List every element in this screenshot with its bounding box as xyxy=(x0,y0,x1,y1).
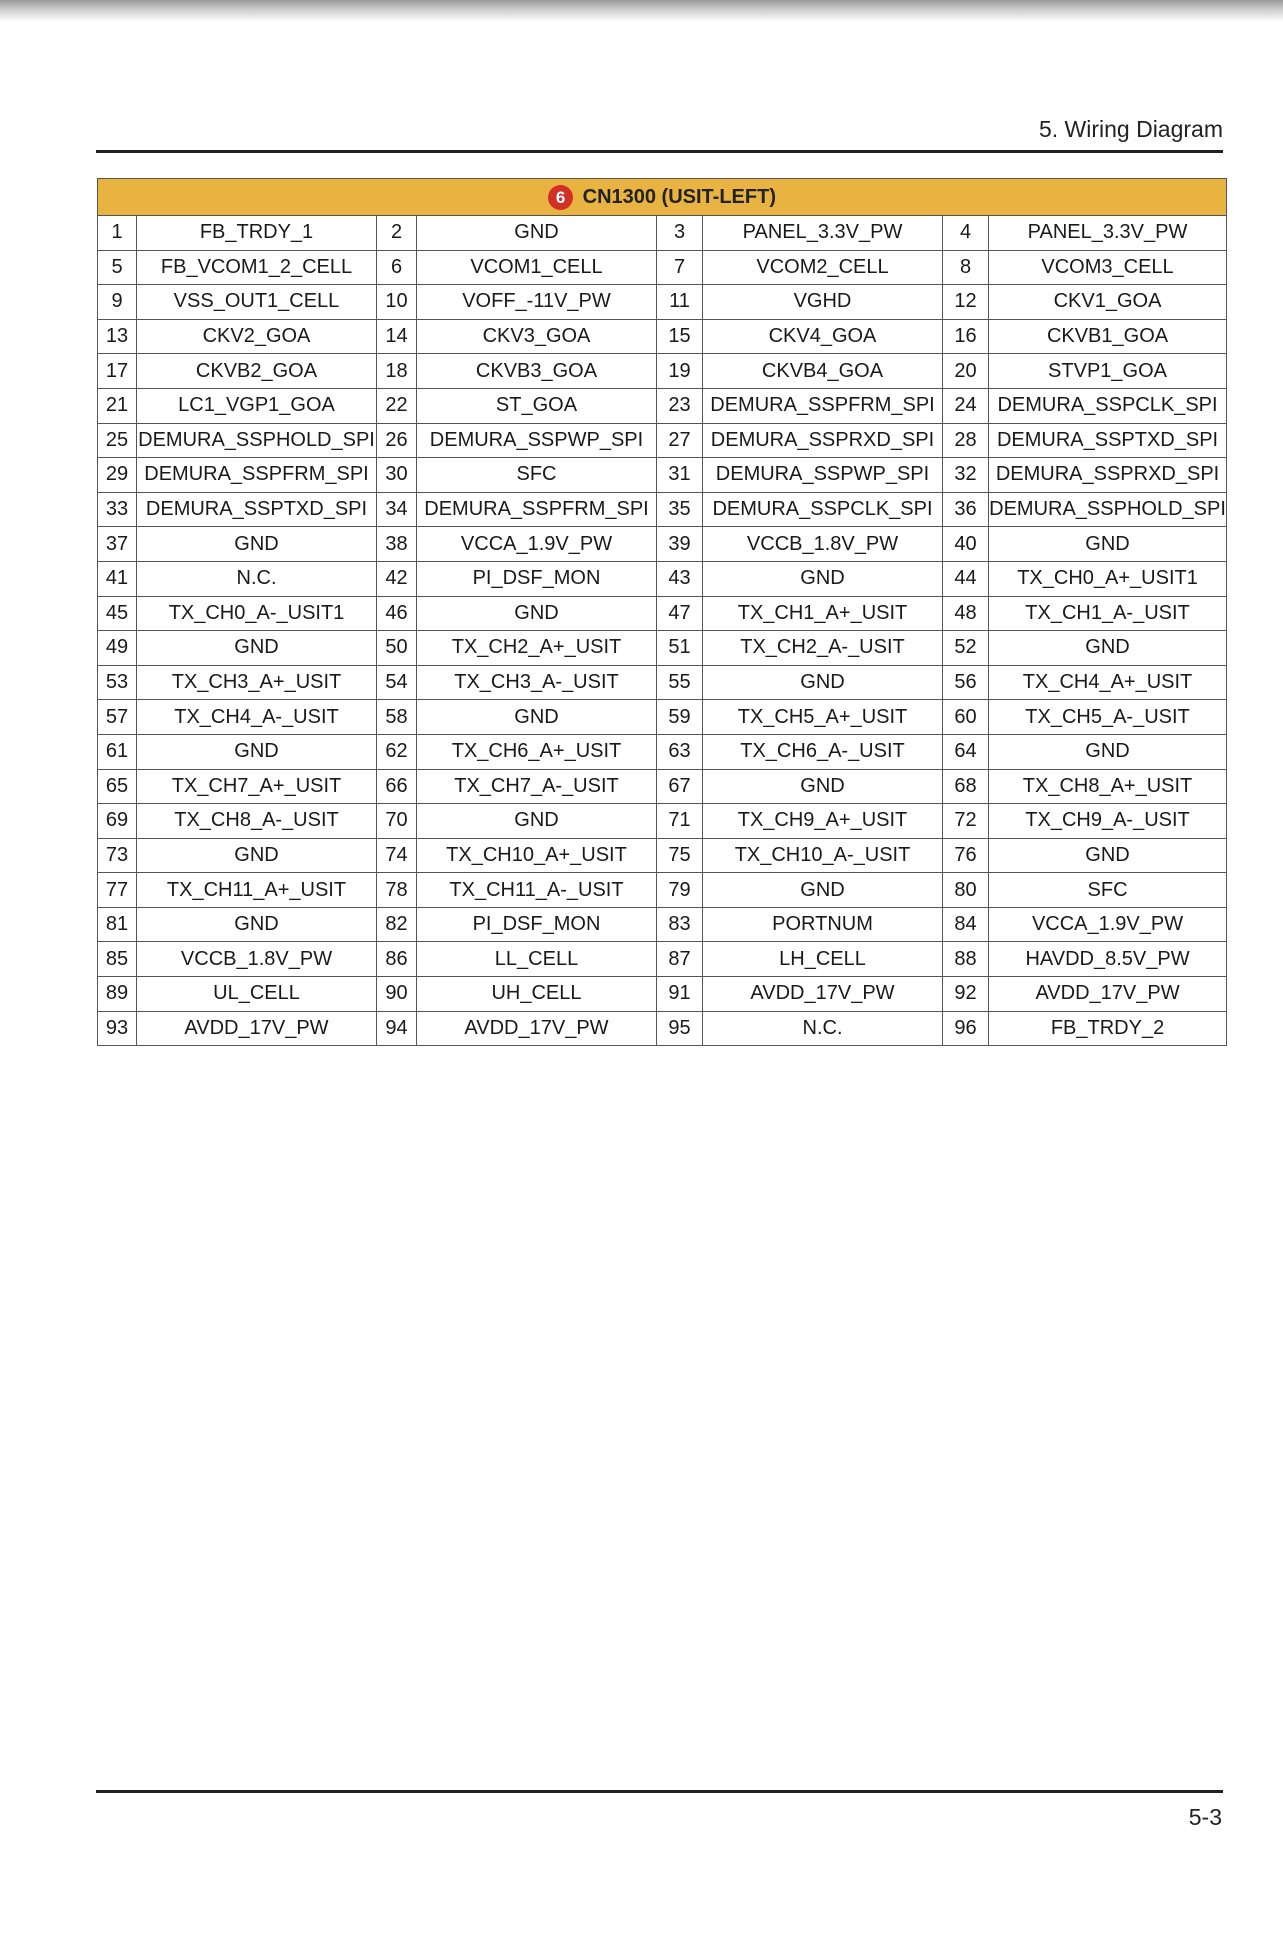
signal-name: GND xyxy=(703,665,943,700)
pin-number: 13 xyxy=(98,319,137,354)
table-row xyxy=(98,216,1227,251)
pin-number: 83 xyxy=(657,907,703,942)
signal-name: GND xyxy=(137,631,377,666)
pin-number: 73 xyxy=(98,838,137,873)
pin-number: 68 xyxy=(943,769,989,804)
pin-number: 39 xyxy=(657,527,703,562)
signal-name: DEMURA_SSPWP_SPI xyxy=(703,458,943,493)
pin-number: 19 xyxy=(657,354,703,389)
pin-number: 76 xyxy=(943,838,989,873)
signal-name: DEMURA_SSPFRM_SPI xyxy=(137,458,377,493)
pin-number: 62 xyxy=(377,734,417,769)
pin-number: 94 xyxy=(377,1011,417,1046)
table-row xyxy=(98,423,1227,458)
pin-number: 47 xyxy=(657,596,703,631)
signal-name: TX_CH2_A+_USIT xyxy=(417,631,657,666)
pin-number: 12 xyxy=(943,285,989,320)
pin-number: 95 xyxy=(657,1011,703,1046)
signal-name: FB_TRDY_1 xyxy=(137,216,377,251)
pin-number: 44 xyxy=(943,561,989,596)
pin-number: 49 xyxy=(98,631,137,666)
pin-number: 4 xyxy=(943,216,989,251)
table-row xyxy=(98,250,1227,285)
signal-name: GND xyxy=(989,527,1227,562)
signal-name: LH_CELL xyxy=(703,942,943,977)
signal-name: DEMURA_SSPTXD_SPI xyxy=(989,423,1227,458)
signal-name: N.C. xyxy=(137,561,377,596)
signal-name: CKV1_GOA xyxy=(989,285,1227,320)
signal-name: PORTNUM xyxy=(703,907,943,942)
signal-name: TX_CH10_A+_USIT xyxy=(417,838,657,873)
signal-name: DEMURA_SSPRXD_SPI xyxy=(703,423,943,458)
pin-number: 35 xyxy=(657,492,703,527)
signal-name: VGHD xyxy=(703,285,943,320)
pin-number: 60 xyxy=(943,700,989,735)
signal-name: FB_VCOM1_2_CELL xyxy=(137,250,377,285)
pin-number: 7 xyxy=(657,250,703,285)
signal-name: SFC xyxy=(417,458,657,493)
table-row xyxy=(98,873,1227,908)
signal-name: TX_CH0_A+_USIT1 xyxy=(989,561,1227,596)
signal-name: GND xyxy=(137,734,377,769)
signal-name: TX_CH5_A-_USIT xyxy=(989,700,1227,735)
pin-number: 57 xyxy=(98,700,137,735)
pin-number: 88 xyxy=(943,942,989,977)
pin-number: 3 xyxy=(657,216,703,251)
header-divider xyxy=(96,150,1223,153)
signal-name: TX_CH8_A-_USIT xyxy=(137,804,377,839)
signal-name: DEMURA_SSPRXD_SPI xyxy=(989,458,1227,493)
pin-number: 11 xyxy=(657,285,703,320)
pin-number: 63 xyxy=(657,734,703,769)
signal-name: TX_CH9_A+_USIT xyxy=(703,804,943,839)
pin-number: 41 xyxy=(98,561,137,596)
signal-name: DEMURA_SSPFRM_SPI xyxy=(417,492,657,527)
signal-name: DEMURA_SSPCLK_SPI xyxy=(989,388,1227,423)
table-row xyxy=(98,527,1227,562)
pin-number: 17 xyxy=(98,354,137,389)
connector-name: CN1300 (USIT-LEFT) xyxy=(582,185,776,208)
signal-name: GND xyxy=(989,838,1227,873)
signal-name: TX_CH7_A+_USIT xyxy=(137,769,377,804)
connector-number-badge: 6 xyxy=(548,185,573,210)
pin-number: 34 xyxy=(377,492,417,527)
signal-name: GND xyxy=(989,631,1227,666)
signal-name: GND xyxy=(989,734,1227,769)
signal-name: GND xyxy=(417,596,657,631)
pin-number: 91 xyxy=(657,977,703,1012)
table-row xyxy=(98,907,1227,942)
signal-name: DEMURA_SSPFRM_SPI xyxy=(703,388,943,423)
signal-name: FB_TRDY_2 xyxy=(989,1011,1227,1046)
signal-name: GND xyxy=(417,216,657,251)
pin-number: 29 xyxy=(98,458,137,493)
signal-name: PANEL_3.3V_PW xyxy=(989,216,1227,251)
pin-number: 32 xyxy=(943,458,989,493)
pin-number: 72 xyxy=(943,804,989,839)
pin-number: 45 xyxy=(98,596,137,631)
signal-name: ST_GOA xyxy=(417,388,657,423)
signal-name: TX_CH6_A-_USIT xyxy=(703,734,943,769)
pin-number: 53 xyxy=(98,665,137,700)
pin-number: 92 xyxy=(943,977,989,1012)
table-row xyxy=(98,285,1227,320)
signal-name: GND xyxy=(703,561,943,596)
signal-name: VCCB_1.8V_PW xyxy=(137,942,377,977)
pin-number: 66 xyxy=(377,769,417,804)
signal-name: AVDD_17V_PW xyxy=(989,977,1227,1012)
table-row xyxy=(98,804,1227,839)
table-row xyxy=(98,354,1227,389)
pin-number: 15 xyxy=(657,319,703,354)
signal-name: HAVDD_8.5V_PW xyxy=(989,942,1227,977)
signal-name: TX_CH8_A+_USIT xyxy=(989,769,1227,804)
table-row xyxy=(98,319,1227,354)
signal-name: CKVB4_GOA xyxy=(703,354,943,389)
pin-number: 93 xyxy=(98,1011,137,1046)
pin-number: 52 xyxy=(943,631,989,666)
table-row xyxy=(98,734,1227,769)
pin-number: 54 xyxy=(377,665,417,700)
signal-name: GND xyxy=(417,700,657,735)
table-row xyxy=(98,388,1227,423)
signal-name: TX_CH3_A+_USIT xyxy=(137,665,377,700)
pin-number: 84 xyxy=(943,907,989,942)
signal-name: CKV3_GOA xyxy=(417,319,657,354)
pin-number: 22 xyxy=(377,388,417,423)
table-row xyxy=(98,1011,1227,1046)
pin-number: 40 xyxy=(943,527,989,562)
pin-number: 77 xyxy=(98,873,137,908)
pin-number: 5 xyxy=(98,250,137,285)
signal-name: PANEL_3.3V_PW xyxy=(703,216,943,251)
signal-name: STVP1_GOA xyxy=(989,354,1227,389)
pin-number: 78 xyxy=(377,873,417,908)
signal-name: CKV2_GOA xyxy=(137,319,377,354)
pin-number: 56 xyxy=(943,665,989,700)
signal-name: GND xyxy=(703,873,943,908)
signal-name: CKVB2_GOA xyxy=(137,354,377,389)
signal-name: TX_CH11_A+_USIT xyxy=(137,873,377,908)
pin-number: 64 xyxy=(943,734,989,769)
pin-number: 31 xyxy=(657,458,703,493)
pin-number: 10 xyxy=(377,285,417,320)
table-row xyxy=(98,769,1227,804)
pin-number: 46 xyxy=(377,596,417,631)
signal-name: UH_CELL xyxy=(417,977,657,1012)
signal-name: PI_DSF_MON xyxy=(417,907,657,942)
signal-name: DEMURA_SSPWP_SPI xyxy=(417,423,657,458)
pin-number: 61 xyxy=(98,734,137,769)
signal-name: N.C. xyxy=(703,1011,943,1046)
signal-name: TX_CH1_A-_USIT xyxy=(989,596,1227,631)
table-row xyxy=(98,596,1227,631)
signal-name: GND xyxy=(137,838,377,873)
pin-number: 27 xyxy=(657,423,703,458)
signal-name: GND xyxy=(137,527,377,562)
pin-number: 81 xyxy=(98,907,137,942)
signal-name: AVDD_17V_PW xyxy=(417,1011,657,1046)
signal-name: TX_CH4_A-_USIT xyxy=(137,700,377,735)
pin-number: 9 xyxy=(98,285,137,320)
pin-number: 43 xyxy=(657,561,703,596)
pin-number: 96 xyxy=(943,1011,989,1046)
signal-name: TX_CH11_A-_USIT xyxy=(417,873,657,908)
pin-number: 28 xyxy=(943,423,989,458)
signal-name: AVDD_17V_PW xyxy=(703,977,943,1012)
pin-number: 87 xyxy=(657,942,703,977)
top-edge-shadow xyxy=(0,0,1283,22)
signal-name: VOFF_-11V_PW xyxy=(417,285,657,320)
signal-name: GND xyxy=(703,769,943,804)
pin-number: 65 xyxy=(98,769,137,804)
signal-name: DEMURA_SSPHOLD_SPI xyxy=(989,492,1227,527)
pin-number: 71 xyxy=(657,804,703,839)
signal-name: PI_DSF_MON xyxy=(417,561,657,596)
pin-number: 59 xyxy=(657,700,703,735)
signal-name: TX_CH7_A-_USIT xyxy=(417,769,657,804)
signal-name: CKV4_GOA xyxy=(703,319,943,354)
pin-number: 70 xyxy=(377,804,417,839)
signal-name: VCOM1_CELL xyxy=(417,250,657,285)
table-caption xyxy=(98,179,1227,216)
pin-number: 2 xyxy=(377,216,417,251)
page-number: 5-3 xyxy=(1188,1804,1222,1830)
pin-number: 75 xyxy=(657,838,703,873)
table-row xyxy=(98,977,1227,1012)
signal-name: TX_CH1_A+_USIT xyxy=(703,596,943,631)
signal-name: TX_CH6_A+_USIT xyxy=(417,734,657,769)
pin-number: 24 xyxy=(943,388,989,423)
pin-number: 58 xyxy=(377,700,417,735)
section-title: 5. Wiring Diagram xyxy=(1038,116,1223,142)
pin-number: 6 xyxy=(377,250,417,285)
pin-number: 50 xyxy=(377,631,417,666)
signal-name: TX_CH9_A-_USIT xyxy=(989,804,1227,839)
pin-number: 36 xyxy=(943,492,989,527)
pin-number: 48 xyxy=(943,596,989,631)
signal-name: VSS_OUT1_CELL xyxy=(137,285,377,320)
signal-name: VCCA_1.9V_PW xyxy=(417,527,657,562)
signal-name: VCCB_1.8V_PW xyxy=(703,527,943,562)
signal-name: LC1_VGP1_GOA xyxy=(137,388,377,423)
pin-number: 82 xyxy=(377,907,417,942)
pin-table xyxy=(97,178,1227,1046)
signal-name: UL_CELL xyxy=(137,977,377,1012)
pin-number: 67 xyxy=(657,769,703,804)
pin-number: 42 xyxy=(377,561,417,596)
pin-number: 20 xyxy=(943,354,989,389)
pin-number: 51 xyxy=(657,631,703,666)
pin-number: 90 xyxy=(377,977,417,1012)
table-row xyxy=(98,838,1227,873)
signal-name: VCCA_1.9V_PW xyxy=(989,907,1227,942)
pin-number: 38 xyxy=(377,527,417,562)
signal-name: TX_CH5_A+_USIT xyxy=(703,700,943,735)
pin-number: 26 xyxy=(377,423,417,458)
signal-name: DEMURA_SSPCLK_SPI xyxy=(703,492,943,527)
pin-number: 25 xyxy=(98,423,137,458)
table-row xyxy=(98,561,1227,596)
pin-number: 21 xyxy=(98,388,137,423)
signal-name: TX_CH3_A-_USIT xyxy=(417,665,657,700)
pin-number: 74 xyxy=(377,838,417,873)
pin-number: 80 xyxy=(943,873,989,908)
table-row xyxy=(98,492,1227,527)
signal-name: AVDD_17V_PW xyxy=(137,1011,377,1046)
pin-number: 55 xyxy=(657,665,703,700)
footer-divider xyxy=(96,1790,1223,1793)
table-row xyxy=(98,700,1227,735)
pin-number: 1 xyxy=(98,216,137,251)
table-row xyxy=(98,631,1227,666)
pin-number: 30 xyxy=(377,458,417,493)
pin-number: 14 xyxy=(377,319,417,354)
signal-name: SFC xyxy=(989,873,1227,908)
pin-number: 86 xyxy=(377,942,417,977)
signal-name: TX_CH0_A-_USIT1 xyxy=(137,596,377,631)
pin-number: 16 xyxy=(943,319,989,354)
pin-number: 33 xyxy=(98,492,137,527)
pin-number: 8 xyxy=(943,250,989,285)
signal-name: GND xyxy=(137,907,377,942)
signal-name: VCOM2_CELL xyxy=(703,250,943,285)
pin-number: 18 xyxy=(377,354,417,389)
pin-table-body xyxy=(98,216,1227,1046)
pin-number: 69 xyxy=(98,804,137,839)
signal-name: TX_CH2_A-_USIT xyxy=(703,631,943,666)
signal-name: DEMURA_SSPHOLD_SPI xyxy=(137,423,377,458)
pin-number: 89 xyxy=(98,977,137,1012)
signal-name: CKVB3_GOA xyxy=(417,354,657,389)
pin-number: 23 xyxy=(657,388,703,423)
pin-number: 85 xyxy=(98,942,137,977)
signal-name: CKVB1_GOA xyxy=(989,319,1227,354)
table-row xyxy=(98,458,1227,493)
signal-name: GND xyxy=(417,804,657,839)
signal-name: VCOM3_CELL xyxy=(989,250,1227,285)
signal-name: LL_CELL xyxy=(417,942,657,977)
signal-name: TX_CH4_A+_USIT xyxy=(989,665,1227,700)
signal-name: DEMURA_SSPTXD_SPI xyxy=(137,492,377,527)
table-row xyxy=(98,942,1227,977)
table-row xyxy=(98,665,1227,700)
pin-number: 37 xyxy=(98,527,137,562)
signal-name: TX_CH10_A-_USIT xyxy=(703,838,943,873)
pin-number: 79 xyxy=(657,873,703,908)
